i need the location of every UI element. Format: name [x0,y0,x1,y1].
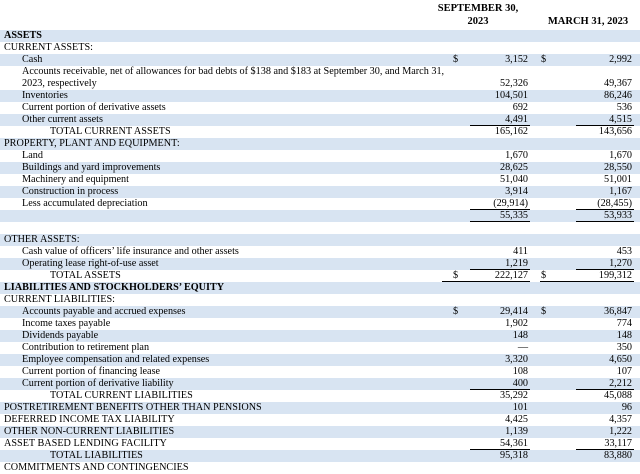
value-sep-2023: 4,425 [505,414,528,425]
row-label: Employee compensation and related expenses [22,354,210,365]
value-sep-2023: 95,318 [499,450,528,461]
row-label: OTHER ASSETS: [4,234,80,245]
value-mar-2023: 453 [616,246,632,257]
row-label: TOTAL ASSETS [50,270,121,281]
table-row [0,198,640,210]
table-row [0,30,640,42]
dollar-sign: $ [541,270,547,281]
table-row [0,438,640,450]
value-sep-2023: 692 [512,102,528,113]
value-sep-2023: 101 [512,402,528,413]
table-row [0,246,640,258]
table-row [0,138,640,150]
dollar-sign: $ [541,306,547,317]
row-label: OTHER NON-CURRENT LIABILITIES [4,426,175,437]
header-september-30-2023: SEPTEMBER 30, 2023 [428,2,528,31]
dollar-sign: $ [453,270,459,281]
value-mar-2023: 143,656 [598,126,632,137]
value-mar-2023: 350 [616,342,632,353]
table-row [0,330,640,342]
value-sep-2023: 3,320 [505,354,528,365]
value-mar-2023: 536 [616,102,632,113]
value-sep-2023: 411 [513,246,528,257]
table-row [0,210,640,222]
value-mar-2023: 1,270 [609,258,632,269]
value-sep-2023: 52,326 [499,78,528,89]
table-row [0,126,640,138]
table-row [0,306,640,318]
row-label: Operating lease right-of-use asset [22,258,159,269]
table-row [0,402,640,414]
table-row [0,390,640,402]
row-label: Accounts receivable, net of allowances for bad debts of $138 and $183 at September 30, and March 31, 2023, respectively [22,66,445,89]
table-row [0,162,640,174]
row-label: ASSETS [4,30,42,41]
table-row [0,366,640,378]
value-mar-2023: 774 [616,318,632,329]
row-label: Machinery and equipment [22,174,129,185]
table-row [0,186,640,198]
value-sep-2023: 108 [512,366,528,377]
row-label: Other current assets [22,114,103,125]
value-sep-2023: 148 [512,330,528,341]
value-mar-2023: 83,880 [603,450,632,461]
row-label: Less accumulated depreciation [22,198,148,209]
table-row [0,342,640,354]
value-mar-2023: 148 [616,330,632,341]
row-label: Dividends payable [22,330,99,341]
value-sep-2023: 51,040 [499,174,528,185]
row-label: Buildings and yard improvements [22,162,161,173]
table-row [0,282,640,294]
row-label: Accounts payable and accrued expenses [22,306,186,317]
value-mar-2023: 28,550 [603,162,632,173]
table-row [0,426,640,438]
dollar-sign: $ [541,54,547,65]
table-row [0,54,640,66]
value-mar-2023: 4,650 [609,354,632,365]
row-label: Land [22,150,43,161]
table-row [0,222,640,234]
table-row [0,42,640,54]
table-row [0,258,640,270]
value-sep-2023: 400 [512,378,528,389]
table-row [0,318,640,330]
row-label: COMMITMENTS AND CONTINGENCIES [4,462,189,473]
table-row [0,234,640,246]
row-label: Current portion of financing lease [22,366,161,377]
value-mar-2023: 96 [621,402,632,413]
value-sep-2023: (29,914) [493,198,528,209]
value-sep-2023: 222,127 [494,270,528,281]
value-mar-2023: 45,088 [603,390,632,401]
row-label: CURRENT LIABILITIES: [4,294,116,305]
row-label: TOTAL LIABILITIES [50,450,143,461]
row-label: TOTAL CURRENT ASSETS [50,126,171,137]
value-sep-2023: 29,414 [499,306,528,317]
value-mar-2023: 1,167 [609,186,632,197]
row-label: Cash value of officers’ life insurance and other assets [22,246,239,257]
value-sep-2023: 3,152 [505,54,528,65]
table-row [0,450,640,462]
value-mar-2023: 199,312 [598,270,632,281]
table-row [0,354,640,366]
value-sep-2023: 35,292 [499,390,528,401]
value-mar-2023: 51,001 [603,174,632,185]
row-label: PROPERTY, PLANT AND EQUIPMENT: [4,138,180,149]
value-mar-2023: 49,367 [603,78,632,89]
dollar-sign: $ [453,306,459,317]
value-sep-2023: 28,625 [499,162,528,173]
value-mar-2023: 86,246 [603,90,632,101]
value-mar-2023: 2,212 [609,378,632,389]
value-sep-2023: 1,219 [505,258,528,269]
dollar-sign: $ [453,54,459,65]
table-row [0,102,640,114]
value-mar-2023: 4,515 [609,114,632,125]
row-label: DEFERRED INCOME TAX LIABILITY [4,414,175,425]
value-sep-2023: 1,902 [505,318,528,329]
row-label: TOTAL CURRENT LIABILITIES [50,390,193,401]
value-mar-2023: 1,670 [609,150,632,161]
value-sep-2023: 4,491 [505,114,528,125]
balance-sheet-rows [0,30,640,474]
row-label: Current portion of derivative liability [22,378,174,389]
value-mar-2023: 1,222 [609,426,632,437]
value-sep-2023: 1,670 [505,150,528,161]
row-label: ASSET BASED LENDING FACILITY [4,438,167,449]
value-sep-2023: 1,139 [505,426,528,437]
row-label: Inventories [22,90,68,101]
row-label: Construction in process [22,186,119,197]
row-label: Current portion of derivative assets [22,102,166,113]
value-sep-2023: 55,335 [499,210,528,221]
value-mar-2023: 33,117 [604,438,632,449]
value-mar-2023: 53,933 [603,210,632,221]
row-label: POSTRETIREMENT BENEFITS OTHER THAN PENSIONS [4,402,262,413]
value-sep-2023: 165,162 [494,126,528,137]
table-row [0,270,640,282]
row-label: Contribution to retirement plan [22,342,150,353]
value-sep-2023: 3,914 [505,186,528,197]
value-sep-2023: — [517,342,528,353]
row-label: CURRENT ASSETS: [4,42,93,53]
row-label: Income taxes payable [22,318,111,329]
value-mar-2023: (28,455) [597,198,632,209]
value-sep-2023: 54,361 [499,438,528,449]
value-mar-2023: 4,357 [609,414,632,425]
table-row [0,414,640,426]
value-mar-2023: 2,992 [609,54,632,65]
table-row [0,462,640,474]
row-label: Cash [22,54,43,65]
table-row [0,378,640,390]
table-row [0,66,640,90]
header-march-31-2023: MARCH 31, 2023 [540,15,636,31]
table-row [0,294,640,306]
value-mar-2023: 36,847 [603,306,632,317]
value-mar-2023: 107 [616,366,632,377]
table-row [0,114,640,126]
table-row [0,174,640,186]
table-row [0,150,640,162]
value-sep-2023: 104,501 [494,90,528,101]
row-label: LIABILITIES AND STOCKHOLDERS’ EQUITY [4,282,225,293]
table-row [0,90,640,102]
